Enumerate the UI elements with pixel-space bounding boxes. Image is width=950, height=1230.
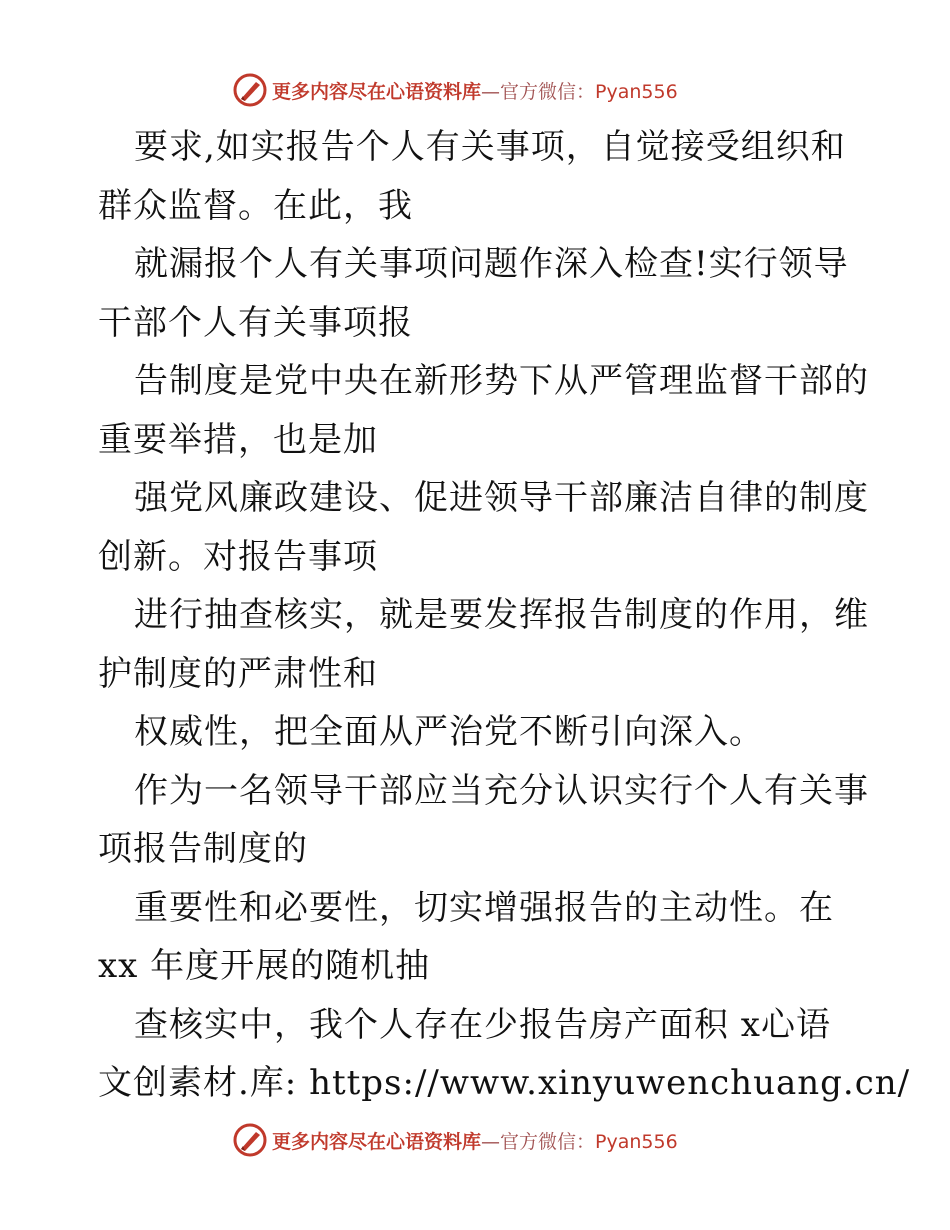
- document-body: [98, 118, 911, 1113]
- body-line: 重要性和必要性，切实增强报告的主动性。在: [134, 887, 834, 928]
- body-line: 要求,如实报告个人有关事项，自觉接受组织和: [134, 127, 846, 167]
- body-line: 就漏报个人有关事项问题作深入检查!实行领导: [134, 244, 849, 284]
- body-line: 创新。对报告事项: [98, 536, 378, 577]
- body-line: 干部个人有关事项报: [98, 302, 413, 343]
- footer-banner: [232, 1120, 712, 1160]
- body-line: 权威性，把全面从严治党不断引向深入。: [134, 712, 764, 752]
- header-banner: [232, 70, 712, 110]
- banner-official: 官方微信：: [500, 1130, 596, 1153]
- body-line: 进行抽查核实，就是要发挥报告制度的作用，维: [134, 595, 869, 635]
- pen-logo-icon: [232, 72, 268, 108]
- banner-main: 更多内容尽在心语资料库: [272, 80, 482, 103]
- banner-wechat-id: Pyan556: [595, 1130, 678, 1153]
- banner-main: 更多内容尽在心语资料库: [272, 1130, 482, 1153]
- body-line: xx 年度开展的随机抽: [98, 946, 431, 986]
- banner-text: [272, 77, 678, 104]
- banner-text: [272, 1127, 678, 1154]
- body-line: 项报告制度的: [98, 829, 308, 869]
- body-line: 群众监督。在此，我: [98, 185, 413, 226]
- body-line: 告制度是党中央在新形势下从严管理监督干部的: [134, 361, 869, 401]
- banner-dash: —: [481, 80, 501, 103]
- banner-wechat-id: Pyan556: [595, 80, 678, 103]
- body-line: 强党风廉政建设、促进领导干部廉洁自律的制度: [134, 478, 869, 518]
- body-line: 护制度的严肃性和: [98, 653, 378, 694]
- pen-logo-icon: [232, 1122, 268, 1158]
- banner-official: 官方微信：: [500, 80, 596, 103]
- banner-dash: —: [481, 1130, 501, 1153]
- body-line: 重要举措，也是加: [98, 419, 378, 460]
- body-line: 查核实中，我个人存在少报告房产面积 x心语: [134, 1004, 831, 1045]
- body-line: 作为一名领导干部应当充分认识实行个人有关事: [134, 770, 869, 811]
- body-line[interactable]: 文创素材.库: https://www.xinyuwenchuang.cn/: [98, 1063, 911, 1103]
